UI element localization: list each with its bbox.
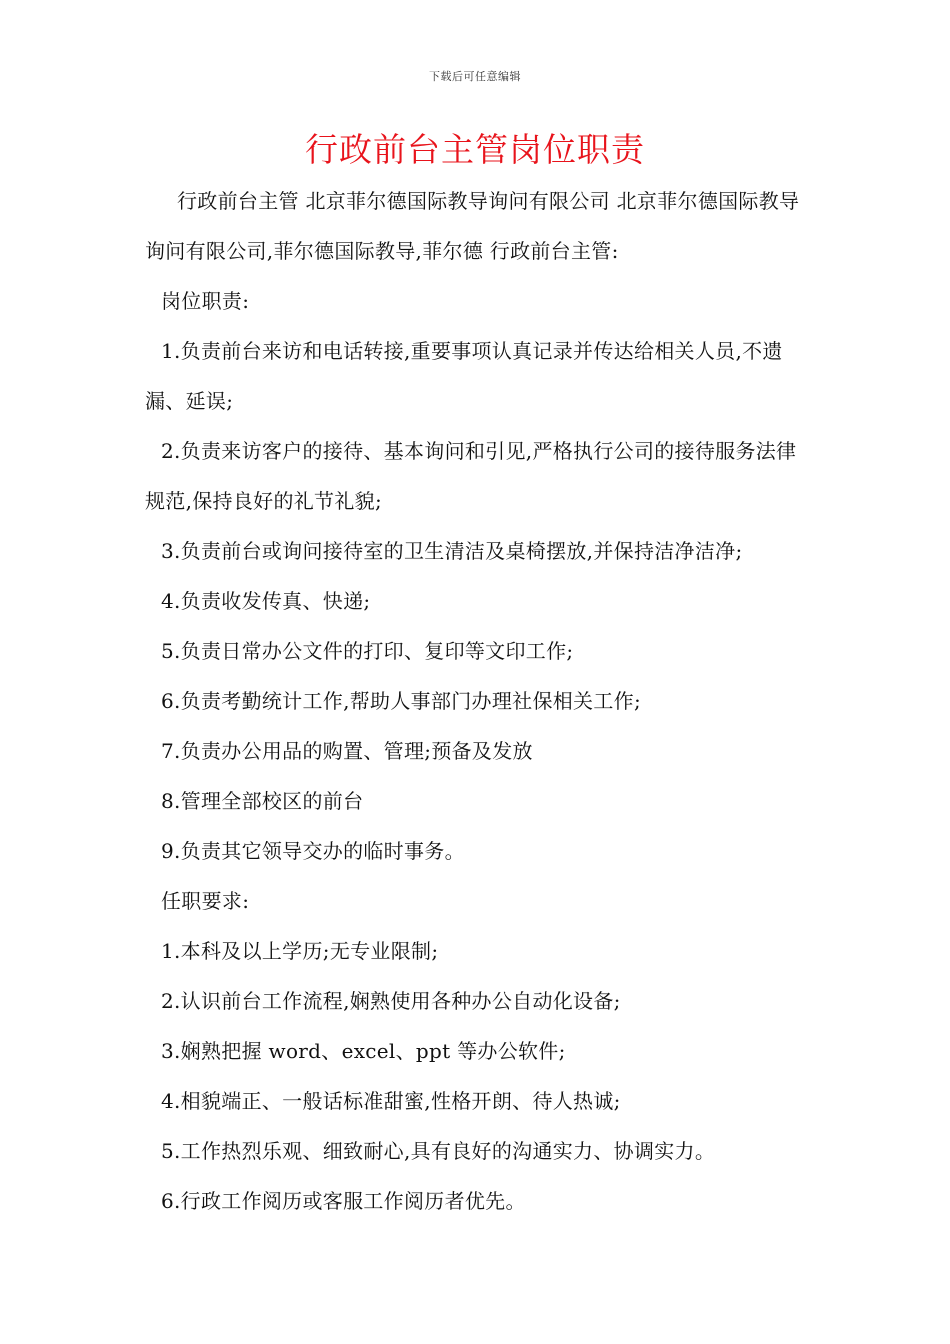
- document-title: 行政前台主管岗位职责: [305, 130, 645, 169]
- duty-item: 7.负责办公用品的购置、管理;预备及发放: [161, 739, 533, 763]
- requirement-item: 5.工作热烈乐观、细致耐心,具有良好的沟通实力、协调实力。: [161, 1139, 716, 1163]
- requirement-item: 3.娴熟把握 word、excel、ppt 等办公软件;: [161, 1039, 566, 1063]
- duty-item: 9.负责其它领导交办的临时事务。: [161, 839, 465, 863]
- duty-item: 2.负责来访客户的接待、基本询问和引见,严格执行公司的接待服务法律规范,保持良好的礼节礼貌;: [145, 439, 797, 513]
- duties-heading: 岗位职责:: [161, 289, 250, 313]
- header-note: 下载后可任意编辑: [429, 70, 521, 83]
- requirement-item: 1.本科及以上学历;无专业限制;: [161, 939, 439, 963]
- duty-item: 3.负责前台或询问接待室的卫生清洁及桌椅摆放,并保持洁净洁净;: [161, 539, 743, 563]
- requirement-item: 2.认识前台工作流程,娴熟使用各种办公自动化设备;: [161, 989, 621, 1013]
- duty-item: 8.管理全部校区的前台: [161, 789, 364, 813]
- duty-item: 4.负责收发传真、快递;: [161, 589, 371, 613]
- requirement-item: 4.相貌端正、一般话标准甜蜜,性格开朗、待人热诚;: [161, 1089, 621, 1113]
- intro-paragraph: 行政前台主管 北京菲尔德国际教导询问有限公司 北京菲尔德国际教导询问有限公司,菲尔德国际教导,菲尔德 行政前台主管:: [145, 189, 800, 263]
- document-body: [145, 176, 810, 1226]
- duty-item: 6.负责考勤统计工作,帮助人事部门办理社保相关工作;: [161, 689, 641, 713]
- requirements-heading: 任职要求:: [161, 889, 250, 913]
- requirement-item: 6.行政工作阅历或客服工作阅历者优先。: [161, 1189, 526, 1213]
- duty-item: 1.负责前台来访和电话转接,重要事项认真记录并传达给相关人员,不遗漏、延误;: [145, 339, 783, 413]
- duty-item: 5.负责日常办公文件的打印、复印等文印工作;: [161, 639, 574, 663]
